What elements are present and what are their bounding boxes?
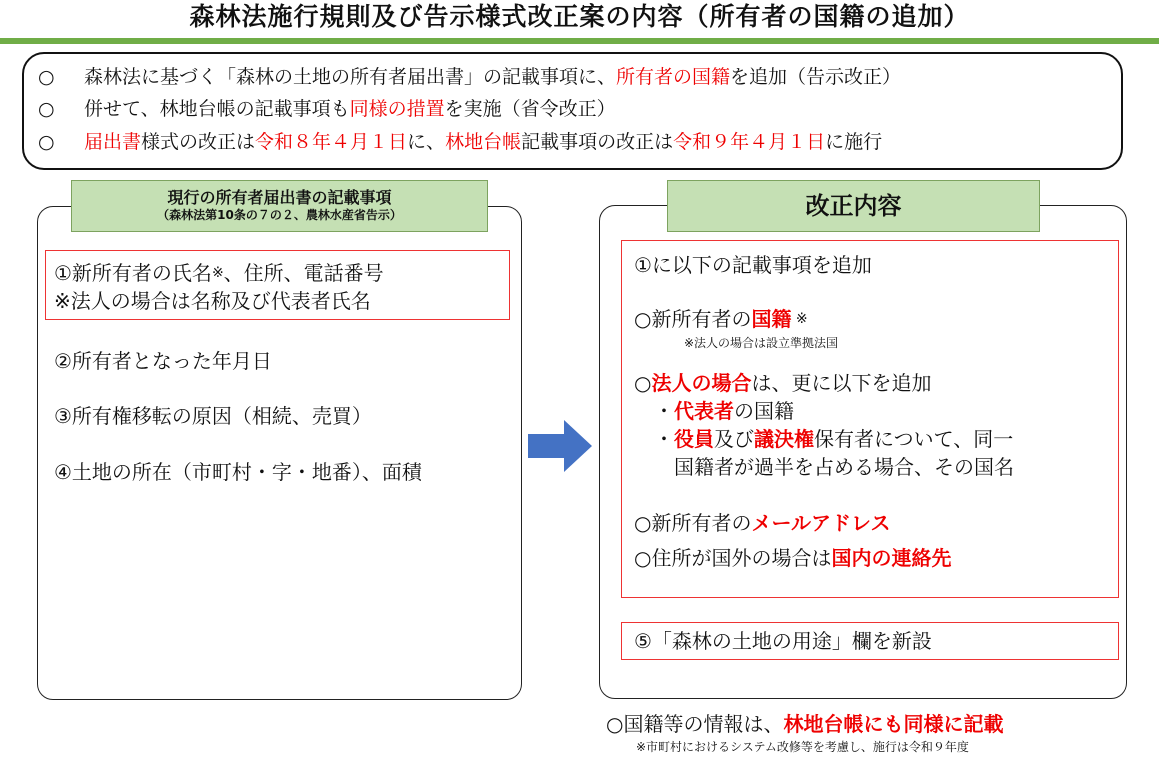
summary-highlight: 届出書	[84, 131, 142, 153]
title-underline	[0, 38, 1159, 44]
corporation-text: は、更に以下を追加	[751, 371, 932, 395]
item-1-note-mark: ※	[211, 265, 224, 281]
footer-note: ※市町村におけるシステム改修等を考慮し、施行は令和９年度	[636, 740, 969, 754]
revision-tab-title: 改正内容	[805, 192, 902, 220]
summary-highlight: 令和９年４月１日	[673, 131, 826, 153]
summary-text: 森林法に基づく「森林の土地の所有者届出書」の記載事項に、	[84, 66, 617, 88]
footer-highlight: 林地台帳にも同様に記載	[783, 712, 1004, 736]
item-1-note: ※法人の場合は名称及び代表者氏名	[54, 289, 371, 313]
footer-text: ○国籍等の情報は、	[606, 712, 784, 736]
summary-highlight: 所有者の国籍	[616, 66, 731, 88]
summary-text: 併せて、林地台帳の記載事項も	[84, 98, 350, 120]
email-line	[634, 510, 890, 536]
officers-bullet: ・	[654, 427, 674, 451]
revision-tab	[667, 180, 1040, 232]
email-highlight: メールアドレス	[751, 511, 891, 535]
representative-bullet: ・	[654, 399, 674, 423]
summary-text: に、	[407, 131, 446, 153]
officers-line-2: 国籍者が過半を占める場合、その国名	[674, 455, 1014, 479]
email-text: ○新所有者の	[634, 511, 752, 535]
summary-text: を追加（告示改正）	[730, 66, 902, 88]
item-2: ②所有者となった年月日	[54, 349, 272, 373]
officers-line	[654, 426, 1013, 452]
representative-highlight: 代表者	[674, 399, 734, 423]
summary-text: 記載事項の改正は	[521, 131, 674, 153]
bullet-icon: ○	[38, 66, 55, 88]
corporation-line	[634, 370, 931, 396]
representative-text: の国籍	[734, 399, 794, 423]
corporation-highlight: 法人の場合	[651, 371, 752, 395]
item-1-text: ①新所有者の氏名	[54, 261, 212, 285]
summary-line-3	[38, 129, 882, 155]
land-use-item: ⑤「森林の土地の用途」欄を新設	[634, 629, 932, 653]
officers-highlight: 役員	[674, 427, 714, 451]
nationality-note-mark: ※	[791, 311, 808, 327]
current-items-tab-subtitle: （森林法第10条の７の２、農林水産省告示）	[157, 208, 402, 222]
domestic-contact-line	[634, 545, 951, 571]
officers-text-cont: 保有者について、同一	[814, 427, 1014, 451]
domestic-contact-text: ○住所が国外の場合は	[634, 546, 832, 570]
summary-highlight: 同様の措置	[349, 98, 445, 120]
item-1-text-cont: 、住所、電話番号	[223, 261, 384, 285]
summary-text: に施行	[825, 131, 883, 153]
summary-text: を実施（省令改正）	[444, 98, 616, 120]
current-items-tab	[71, 180, 488, 232]
page-title: 森林法施行規則及び告示様式改正案の内容（所有者の国籍の追加）	[189, 2, 970, 31]
current-items-tab-title: 現行の所有者届出書の記載事項	[167, 188, 392, 207]
nationality-note: ※法人の場合は設立準拠法国	[684, 336, 839, 350]
footer-line	[606, 711, 1003, 737]
representative-line	[654, 398, 794, 424]
bullet-icon: ○	[38, 131, 55, 153]
officers-text: 及び	[714, 427, 754, 451]
summary-text: 様式の改正は	[141, 131, 256, 153]
additions-intro: ①に以下の記載事項を追加	[634, 253, 872, 277]
corporation-bullet: ○	[634, 371, 652, 395]
summary-highlight: 林地台帳	[445, 131, 522, 153]
summary-line-2	[38, 96, 616, 122]
nationality-highlight: 国籍	[751, 307, 792, 331]
nationality-line	[634, 306, 808, 332]
summary-line-1	[38, 64, 901, 90]
item-3: ③所有権移転の原因（相続、売買）	[54, 404, 372, 428]
item-1-line	[54, 260, 384, 286]
right-arrow-icon	[528, 420, 592, 472]
bullet-icon: ○	[38, 98, 55, 120]
domestic-contact-highlight: 国内の連絡先	[831, 546, 952, 570]
nationality-text: ○新所有者の	[634, 307, 752, 331]
voting-rights-highlight: 議決権	[754, 427, 814, 451]
summary-highlight: 令和８年４月１日	[255, 131, 408, 153]
item-4: ④土地の所在（市町村・字・地番）、面積	[54, 460, 422, 484]
summary-box	[22, 52, 1123, 170]
